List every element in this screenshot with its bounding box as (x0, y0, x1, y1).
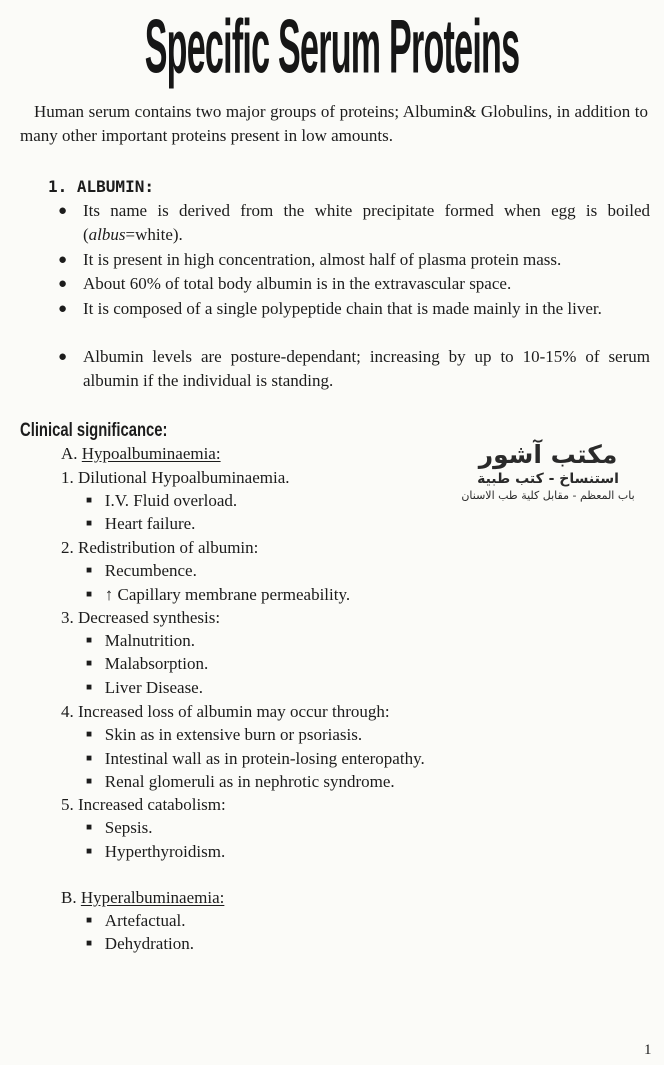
square-bullet-icon: ■ (86, 776, 93, 787)
hypo-subitem: ■ ↑ Capillary membrane permeability. (86, 585, 351, 604)
hypo-item-3: 3. Decreased synthesis: (61, 608, 221, 627)
square-bullet-icon: ■ (86, 822, 93, 833)
square-bullet-icon: ■ (86, 753, 93, 764)
albumin-bullet-text: It is composed of a single polypeptide chain that is made mainly in the liver. (83, 299, 602, 318)
square-bullet-icon: ■ (86, 565, 93, 576)
stamp-line-1: مكتب آشور (478, 440, 618, 469)
hypo-item-1: 1. Dilutional Hypoalbuminaemia. (61, 468, 290, 487)
hypo-subitem: ■ Recumbence. (86, 561, 197, 580)
hypo-subitem: ■ Heart failure. (86, 514, 196, 533)
bullet-dot-icon: ● (58, 301, 68, 317)
hyper-subitem: ■ Artefactual. (86, 911, 186, 930)
page-title: Specific Serum Proteins (144, 3, 520, 90)
bullet-dot-icon: ● (58, 252, 68, 268)
hypo-subitem: ■ Malabsorption. (86, 654, 209, 673)
albumin-bullet-text: Its name is derived from the white precipitate formed when egg is boiled (albus=white). (83, 201, 650, 244)
square-bullet-icon: ■ (86, 682, 93, 693)
hypo-subitem: ■ I.V. Fluid overload. (86, 491, 238, 510)
square-bullet-icon: ■ (86, 729, 93, 740)
hypo-item-4: 4. Increased loss of albumin may occur through: (61, 702, 390, 721)
albumin-bullet (58, 297, 650, 345)
hypo-heading: A. Hypoalbuminaemia: (61, 444, 221, 463)
albumin-bullet (58, 248, 658, 272)
albumin-bullet-text: It is present in high concentration, almost half of plasma protein mass. (83, 250, 562, 269)
clinical-significance-heading: Clinical significance: (20, 420, 168, 441)
hypo-item-2: 2. Redistribution of albumin: (61, 538, 259, 557)
shop-stamp (448, 440, 648, 504)
square-bullet-icon: ■ (86, 518, 93, 529)
albumin-bullet (58, 272, 650, 296)
square-bullet-icon: ■ (86, 846, 93, 857)
square-bullet-icon: ■ (86, 635, 93, 646)
bullet-dot-icon: ● (58, 203, 68, 219)
hypo-item-5: 5. Increased catabolism: (61, 795, 226, 814)
hypo-subitem: ■ Hyperthyroidism. (86, 842, 226, 861)
square-bullet-icon: ■ (86, 938, 93, 949)
square-bullet-icon: ■ (86, 495, 93, 506)
albumin-bullet (58, 345, 650, 393)
albumin-bullet-text: Albumin levels are posture-dependant; increasing by up to 10-15% of serum albumin if the individual is standing. (83, 347, 650, 390)
hypo-subitem: ■ Sepsis. (86, 818, 153, 837)
page-number: 1 (644, 1042, 652, 1058)
square-bullet-icon: ■ (86, 658, 93, 669)
hyper-heading: B. Hyperalbuminaemia: (61, 888, 225, 907)
square-bullet-icon: ■ (86, 915, 93, 926)
bullet-dot-icon: ● (58, 276, 68, 292)
albumin-heading: 1. ALBUMIN: (48, 177, 154, 196)
hypo-subitem: ■ Malnutrition. (86, 631, 195, 650)
intro-paragraph: Human serum contains two major groups of proteins; Albumin& Globulins, in addition to many other important proteins present in low amounts. (20, 102, 648, 145)
hypo-subitem: ■ Renal glomeruli as in nephrotic syndrome. (86, 772, 395, 791)
stamp-line-3: باب المعظم - مقابل كلية طب الاسنان (461, 489, 635, 502)
albumin-bullet (58, 199, 650, 247)
hypo-subitem: ■ Intestinal wall as in protein-losing enteropathy. (86, 749, 425, 768)
square-bullet-icon: ■ (86, 589, 93, 600)
stamp-line-2: استنساخ - كتب طبية (477, 471, 619, 487)
hypo-subitem: ■ Skin as in extensive burn or psoriasis. (86, 725, 363, 744)
hyper-subitem: ■ Dehydration. (86, 934, 195, 953)
hypo-subitem: ■ Liver Disease. (86, 678, 203, 697)
bullet-dot-icon: ● (58, 349, 68, 365)
albumin-bullet-text: About 60% of total body albumin is in the extravascular space. (83, 274, 512, 293)
